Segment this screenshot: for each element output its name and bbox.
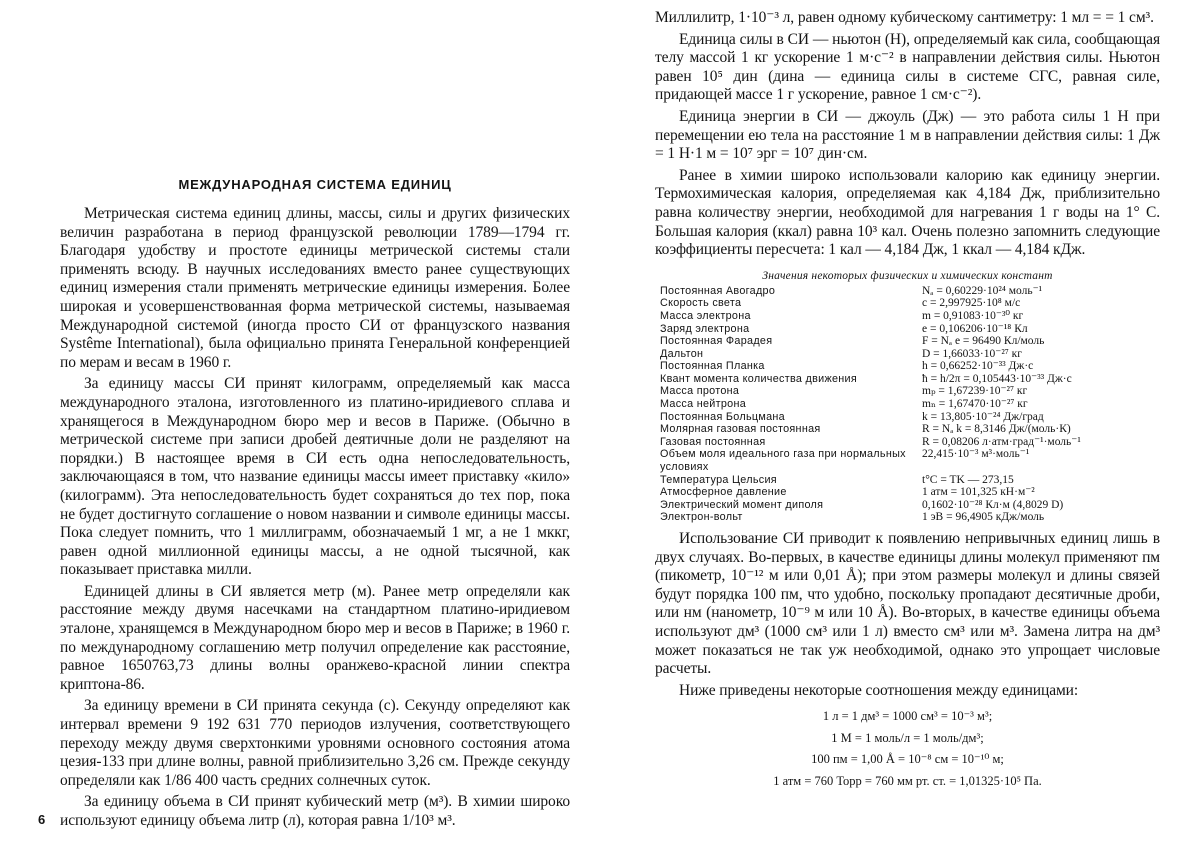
constant-value: 1 атм = 101,325 кН·м⁻² (922, 486, 1035, 499)
constant-name: Постоянная Фарадея (660, 335, 773, 348)
paragraph-relations-intro: Ниже приведены некоторые соотношения между единицами: (679, 681, 1079, 699)
constant-value: e = 0,106206·10⁻¹⁸ Кл (922, 322, 1028, 335)
constant-value: mₙ = 1,67470·10⁻²⁷ кг (922, 398, 1028, 411)
constant-value: k = 13,805·10⁻²⁴ Дж/град (922, 410, 1044, 423)
constant-name: Заряд электрона (660, 322, 750, 335)
constant-value: 0,1602·10⁻²⁸ Кл·м (4,8029 D) (922, 498, 1064, 511)
constant-name: Молярная газовая постоянная (660, 423, 821, 436)
constant-row (655, 499, 1160, 512)
constant-value: mₚ = 1,67239·10⁻²⁷ кг (922, 385, 1028, 398)
constant-row (655, 436, 1160, 449)
paragraph-time-unit: За единицу времени в СИ принята секунда (с). Секунду определяют как интервал времени 9 192 631 770 периодов излучения, соответствующего переходу между двумя сверхтонкими уровнями основного состояния атома цезия-133 при длине волны, равной приблизительно 3,26 см. Прежде секунду определяли как 1/86 400 часть средних солнечных суток. (60, 697, 570, 789)
constant-name: Масса нейтрона (660, 398, 747, 411)
left-page-body (60, 205, 570, 834)
paragraph-force-unit: Единица силы в СИ — ньютон (Н), определяемый как сила, сообщающая телу массой 1 кг ускорение 1 м·с⁻² в направлении действия силы. Ньютон равен 10⁵ дин (дина — единица силы в системе СГС, равная силе, придающей массе 1 г ускорение, равное 1 см·с⁻²). (655, 30, 1160, 104)
constant-value: F = Nₐ e = 96490 Кл/моль (922, 335, 1045, 348)
constant-value: R = 0,08206 л·атм·град⁻¹·моль⁻¹ (922, 435, 1081, 448)
paragraph-volume-unit: За единицу объема в СИ принят кубический метр (м³). В химии широко используют единицу объема литр (л), которая равна 1/10³ м³. (60, 793, 570, 829)
constant-row (655, 323, 1160, 336)
page-number: 6 (38, 812, 46, 827)
paragraph-mass-unit: За единицу массы СИ принят килограмм, определяемый как масса международного эталона, изготовленного из платино-иридиевого сплава и хранящегося в Международном бюро мер и весов в Париже. (Обычно в метрической системе при записи дробей деятичные доли не разделяют на порядки.) В настоящее время в СИ есть одна непоследовательность, заключающаяся в том, что название единицы массы имеет приставку «кило» (килограмм). Эта непоследовательность будет сохраняться до тех пор, пока не будет достигнуто соглашение о новом названии и символе единицы массы. Пока следует помнить, что 1 миллиграмм, обозначаемый 1 мг, а не 1 мккг, равен одной миллионной единицы массы, а не одной тысячной, как показывает приставка милли. (60, 375, 570, 579)
paragraph-calorie: Ранее в химии широко использовали калорию как единицу энергии. Термохимическая калория, определяемая как 4,184 Дж, приблизительно равна количеству энергии, необходимой для нагревания 1 г воды на 1° С. Большая калория (ккал) равна 10³ кал. Очень полезно запомнить следующие коэффициенты пересчета: 1 кал — 4,184 Дж, 1 ккал — 4,184 кДж. (655, 166, 1160, 259)
paragraph-length-unit: Единицей длины в СИ является метр (м). Ранее метр определяли как расстояние между двумя насечками на стандартном платино-иридиевом эталоне, хранящемся в Международном бюро мер и весов в Париже; в 1960 г. по международному соглашению метр получил определение как расстояние, равное 1650763,73 длины волны оранжево-красной линии спектра криптона-86. (60, 582, 570, 693)
formula-line: 1 л = 1 дм³ = 1000 см³ = 10⁻³ м³; (822, 709, 993, 724)
constant-name: Масса электрона (660, 309, 751, 322)
constant-name: Дальтон (660, 347, 704, 360)
constant-row (655, 398, 1160, 411)
constant-name: Постоянная Планка (660, 360, 765, 373)
section-heading: МЕЖДУНАРОДНАЯ СИСТЕМА ЕДИНИЦ (178, 177, 452, 192)
constants-table-title: Значения некоторых физических и химических констант (762, 269, 1053, 282)
unit-relations (655, 706, 1160, 792)
constant-name: Температура Цельсия (660, 473, 777, 486)
constant-row (655, 448, 1160, 473)
constant-value: ħ = h/2π = 0,105443·10⁻³³ Дж·с (922, 372, 1072, 385)
constant-row (655, 385, 1160, 398)
constant-value: m = 0,91083·10⁻³⁰ кг (922, 309, 1024, 322)
constant-row (655, 310, 1160, 323)
constant-name: Газовая постоянная (660, 435, 766, 448)
constant-name: Электрон-вольт (660, 511, 743, 524)
constant-row (655, 411, 1160, 424)
constant-name: Постоянная Авогадро (660, 284, 776, 297)
constant-value: c = 2,997925·10⁸ м/с (922, 297, 1021, 310)
formula-line: 1 М = 1 моль/л = 1 моль/дм³; (831, 730, 984, 745)
right-page-body (655, 9, 1160, 792)
constant-value: 22,415·10⁻³ м³·моль⁻¹ (922, 448, 1030, 461)
constant-name: Квант момента количества движения (660, 372, 858, 385)
constant-row (655, 474, 1160, 487)
constant-row (655, 297, 1160, 310)
paragraph-energy-unit: Единица энергии в СИ — джоуль (Дж) — это работа силы 1 Н при перемещении ею тела на расстояние 1 м в направлении действия силы: 1 Дж = 1 Н·1 м = 10⁷ эрг = 10⁷ дин·см. (655, 107, 1160, 163)
formula-line: 100 пм = 1,00 Å = 10⁻⁸ см = 10⁻¹⁰ м; (811, 752, 1004, 767)
constant-row (655, 486, 1160, 499)
constant-row (655, 423, 1160, 436)
constant-row (655, 348, 1160, 361)
constant-name: Скорость света (660, 297, 742, 310)
constant-value: R = Nₐ k = 8,3146 Дж/(моль·К) (922, 423, 1071, 436)
constant-row (655, 511, 1160, 524)
constants-table (655, 285, 1160, 524)
constant-value: 1 эВ = 96,4905 кДж/моль (922, 511, 1045, 524)
constant-value: Nₐ = 0,60229·10²⁴ моль⁻¹ (922, 284, 1043, 297)
constant-row (655, 373, 1160, 386)
constant-row (655, 285, 1160, 298)
constant-name: Объем моля идеального газа при нормальных условиях (660, 448, 906, 474)
constant-row (655, 360, 1160, 373)
paragraph-milliliter: Миллилитр, 1·10⁻³ л, равен одному кубическому сантиметру: 1 мл = = 1 см³. (655, 9, 1154, 26)
constant-value: D = 1,66033·10⁻²⁷ кг (922, 347, 1022, 360)
constant-name: Масса протона (660, 385, 740, 398)
constant-value: t°C = TK — 273,15 (922, 473, 1014, 486)
constant-name: Электрический момент диполя (660, 498, 824, 511)
paragraph-metric-system: Метрическая система единиц длины, массы, силы и других физических величин разработана в период французской революции 1789—1794 гг. Благодаря удобству и простоте единицы метрической системы стали применять всюду. В научных исследованиях вместо ранее существующих единиц измерения стали применять метрические единицы измерения. Более широкая и усовершенствованная форма метрической системы, называемая Международной системой (иногда просто СИ от французского названия Systême International), была официально принята Генеральной конференцией по мерам и весам в 1960 г. (60, 205, 570, 371)
constant-row (655, 335, 1160, 348)
constant-value: h = 0,66252·10⁻³³ Дж·с (922, 360, 1034, 373)
constant-name: Атмосферное давление (660, 486, 787, 499)
constant-name: Постоянная Больцмана (660, 410, 785, 423)
formula-line: 1 атм = 760 Торр = 760 мм рт. ст. = 1,01325·10⁵ Па. (773, 773, 1042, 788)
paragraph-si-usage: Использование СИ приводит к появлению непривычных единиц лишь в двух случаях. Во-первых, в качестве единицы длины молекул применяют пм (пикометр, 10⁻¹² м или 0,01 Å); при этом размеры молекул и длины связей будут порядка 100 пм, что удобно, поскольку пропадают десятичные дроби, или нм (нанометр, 10⁻⁹ м или 10 Å). Во-вторых, в качестве единицы объема используют дм³ (1000 см³ или 1 л) вместо см³ или м³. Замена литра на дм³ может показаться не так уж необходимой, однако это упрощает числовые расчеты. (655, 530, 1160, 678)
